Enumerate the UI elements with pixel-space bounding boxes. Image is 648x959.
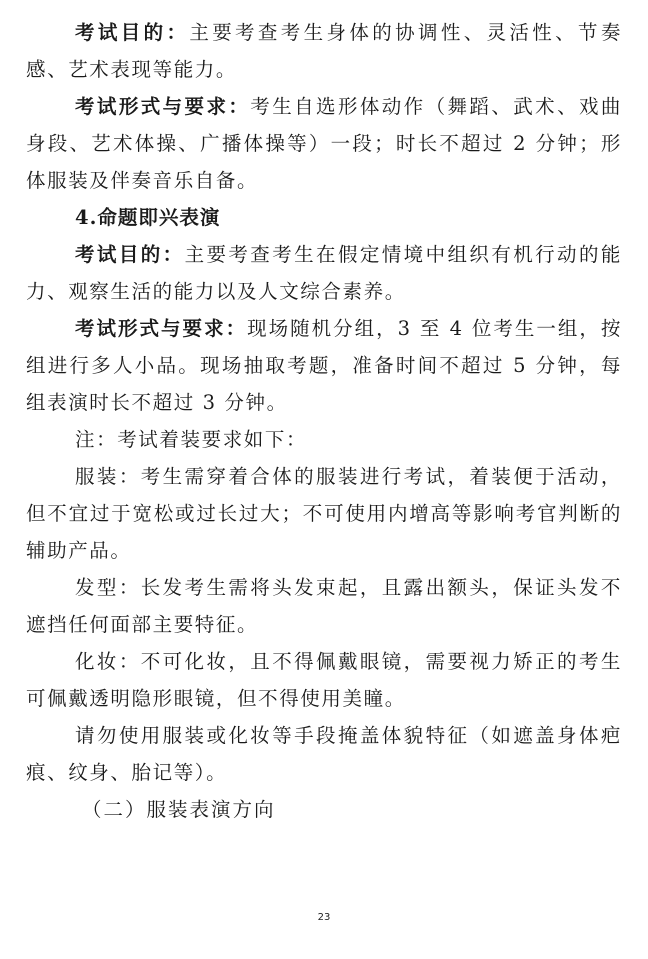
paragraph-exam-format-physical: 考试形式与要求：考生自选形体动作（舞蹈、武术、戏曲身段、艺术体操、广播体操等）一段；时长不超过 2 分钟；形体服装及伴奏音乐自备。 (26, 95, 622, 192)
label-exam-format: 考试形式与要求： (75, 95, 251, 118)
note-hairstyle: 发型：长发考生需将头发束起，且露出额头，保证头发不遮挡任何面部主要特征。 (26, 576, 622, 636)
label-exam-purpose: 考试目的： (75, 21, 190, 44)
note-makeup: 化妆：不可化妆，且不得佩戴眼镜，需要视力矫正的考生可佩戴透明隐形眼镜，但不得使用美瞳。 (26, 650, 622, 710)
document-page (26, 14, 622, 828)
page-number: 23 (317, 912, 331, 923)
label-exam-purpose: 考试目的： (75, 243, 185, 266)
paragraph-exam-purpose-physical: 考试目的：主要考查考生身体的协调性、灵活性、节奏感、艺术表现等能力。 (26, 21, 622, 81)
note-no-concealment: 请勿使用服装或化妆等手段掩盖体貌特征（如遮盖身体疤痕、纹身、胎记等）。 (26, 724, 622, 784)
note-title: 注：考试着装要求如下： (75, 428, 308, 451)
subsection-heading-fashion: （二）服装表演方向 (82, 798, 276, 821)
paragraph-exam-format-improv: 考试形式与要求：现场随机分组，3 至 4 位考生一组，按组进行多人小品。现场抽取考题，准备时间不超过 5 分钟，每组表演时长不超过 3 分钟。 (26, 317, 622, 414)
note-clothing: 服装：考生需穿着合体的服装进行考试，着装便于活动，但不宜过于宽松或过长过大；不可使用内增高等影响考官判断的辅助产品。 (26, 465, 622, 562)
section-heading-improv: 4.命题即兴表演 (75, 206, 221, 229)
paragraph-exam-purpose-improv: 考试目的：主要考查考生在假定情境中组织有机行动的能力、观察生活的能力以及人文综合素养。 (26, 243, 622, 303)
label-exam-format: 考试形式与要求： (75, 317, 248, 340)
